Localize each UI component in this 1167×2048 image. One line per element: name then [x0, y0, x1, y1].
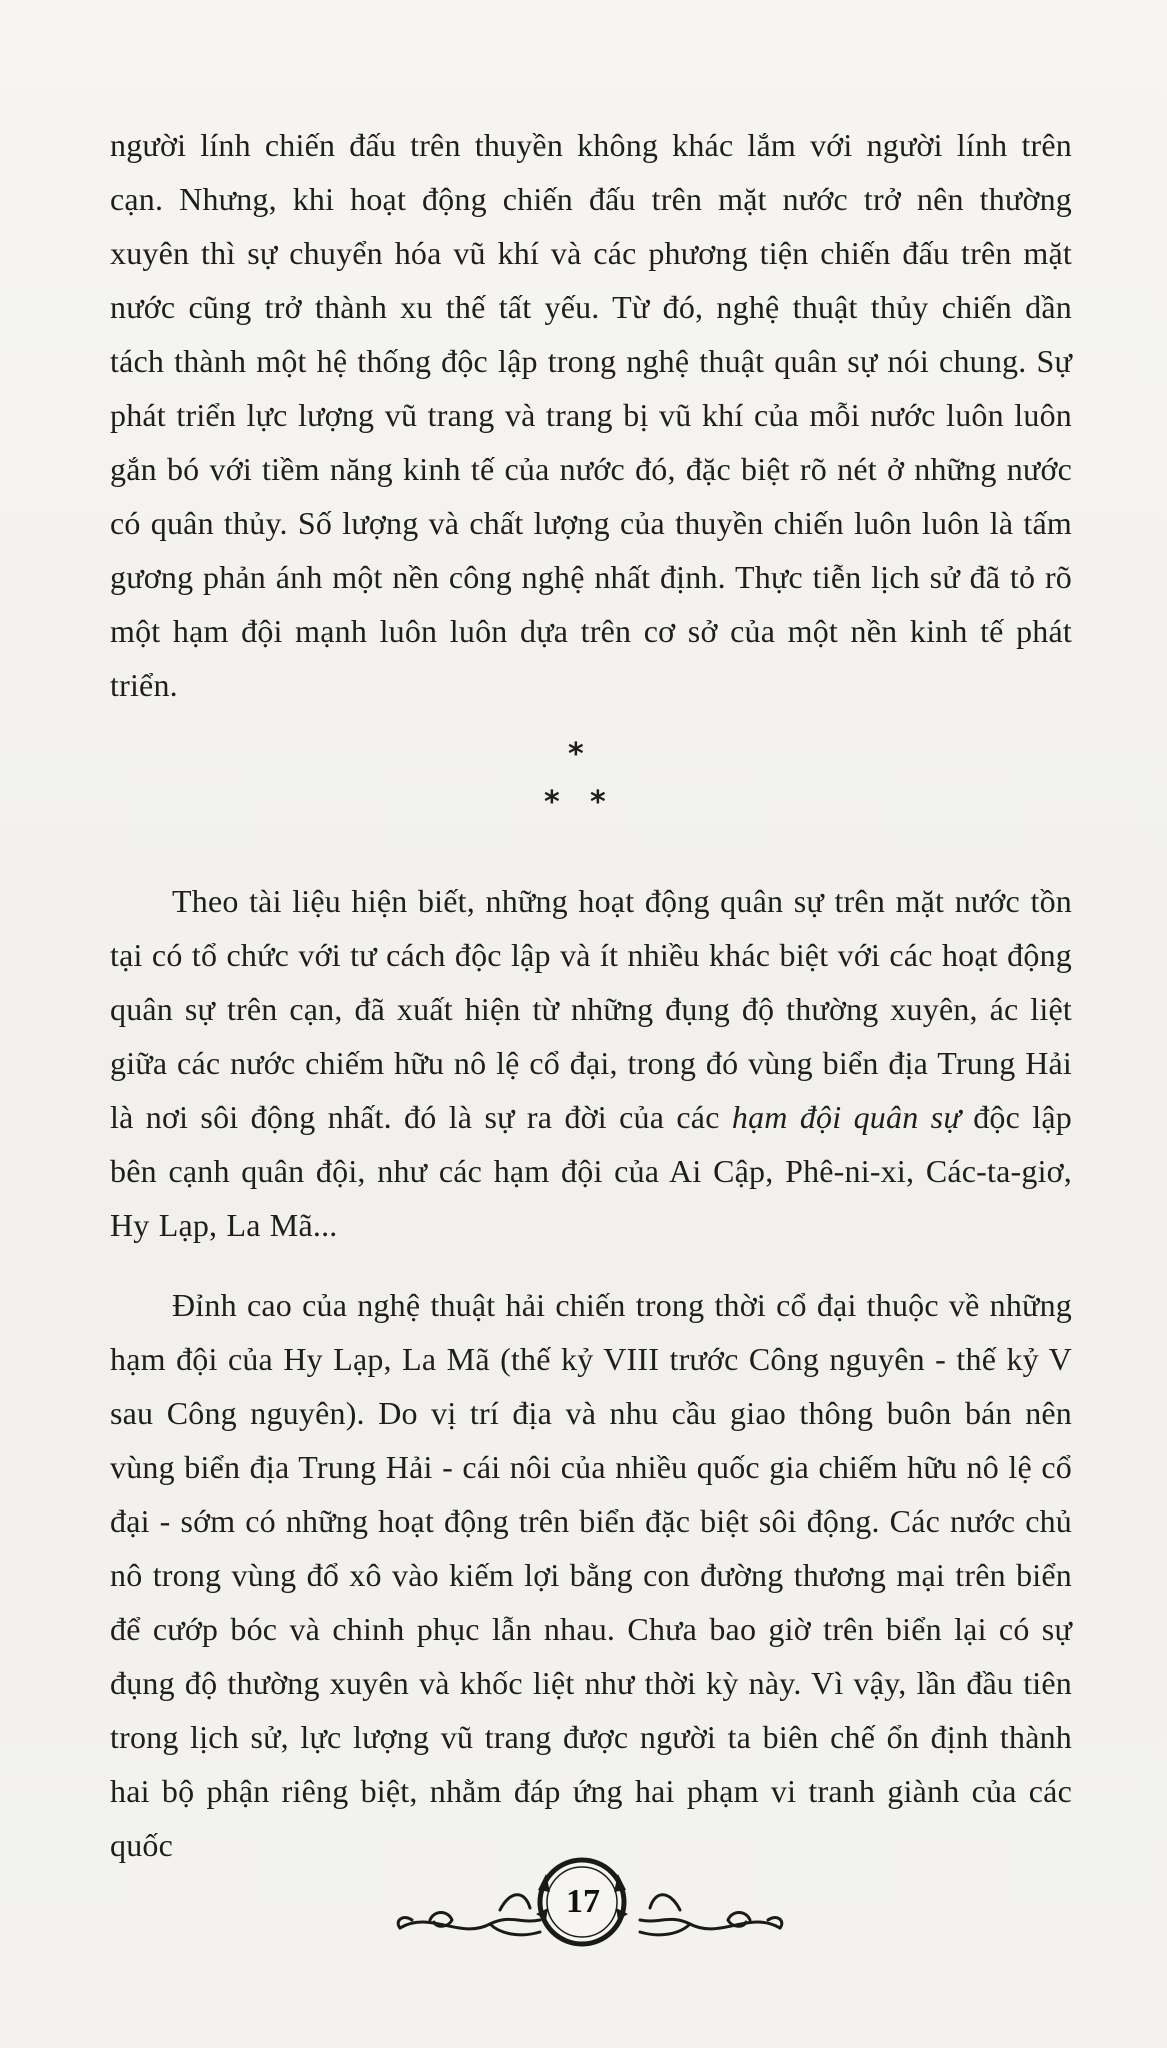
- separator-star-icon: *: [568, 737, 584, 772]
- paragraph-text: độc lập bên cạnh quân đội, như các hạm đội của Ai Cập, Phê-ni-xi, Các-ta-giơ, Hy Lạp, La Mã...: [110, 1099, 1072, 1243]
- page-number: 17: [566, 1883, 600, 1920]
- separator-star-icon: *: [544, 785, 560, 820]
- paragraph-naval-origins: [110, 874, 1072, 1252]
- page-footer: [0, 1850, 1167, 1960]
- section-separator: [110, 732, 1072, 852]
- paragraph-continued: người lính chiến đấu trên thuyền không khác lắm với người lính trên cạn. Nhưng, khi hoạt động chiến đấu trên mặt nước trở nên thường xuyên thì sự chuyển hóa vũ khí và các phương tiện chiến đấu trên mặt nước cũng trở thành xu thế tất yếu. Từ đó, nghệ thuật thủy chiến dần tách thành một hệ thống độc lập trong nghệ thuật quân sự nói chung. Sự phát triển lực lượng vũ trang và trang bị vũ khí của mỗi nước luôn luôn gắn bó với tiềm năng kinh tế của nước đó, đặc biệt rõ nét ở những nước có quân thủy. Số lượng và chất lượng của thuyền chiến luôn luôn là tấm gương phản ánh một nền công nghệ nhất định. Thực tiễn lịch sử đã tỏ rõ một hạm đội mạnh luôn luôn dựa trên cơ sở của một nền kinh tế phát triển.: [110, 127, 1072, 703]
- separator-star-icon: *: [590, 785, 606, 820]
- emphasis-text: hạm đội quân sự: [731, 1099, 961, 1135]
- body-text: [110, 118, 1072, 1872]
- paragraph-ancient-naval-warfare: Đỉnh cao của nghệ thuật hải chiến trong thời cổ đại thuộc về những hạm đội của Hy Lạp, La Mã (thế kỷ VIII trước Công nguyên - thế kỷ V sau Công nguyên). Do vị trí địa và nhu cầu giao thông buôn bán nên vùng biển địa Trung Hải - cái nôi của nhiều quốc gia chiếm hữu nô lệ cổ đại - sớm có những hoạt động trên biển đặc biệt sôi động. Các nước chủ nô trong vùng đổ xô vào kiếm lợi bằng con đường thương mại trên biển để cướp bóc và chinh phục lẫn nhau. Chưa bao giờ trên biển lại có sự đụng độ thường xuyên và khốc liệt như thời kỳ này. Vì vậy, lần đầu tiên trong lịch sử, lực lượng vũ trang được người ta biên chế ổn định thành hai bộ phận riêng biệt, nhằm đáp ứng hai phạm vi tranh giành của các quốc: [110, 1287, 1072, 1863]
- paragraph-text: Theo tài liệu hiện biết, những hoạt động quân sự trên mặt nước tồn tại có tổ chức với tư cách độc lập và ít nhiều khác biệt với các hoạt động quân sự trên cạn, đã xuất hiện từ những đụng độ thường xuyên, ác liệt giữa các nước chiếm hữu nô lệ cổ đại, trong đó vùng biển địa Trung Hải là nơi sôi động nhất. đó là sự ra đời của các: [110, 883, 1072, 1135]
